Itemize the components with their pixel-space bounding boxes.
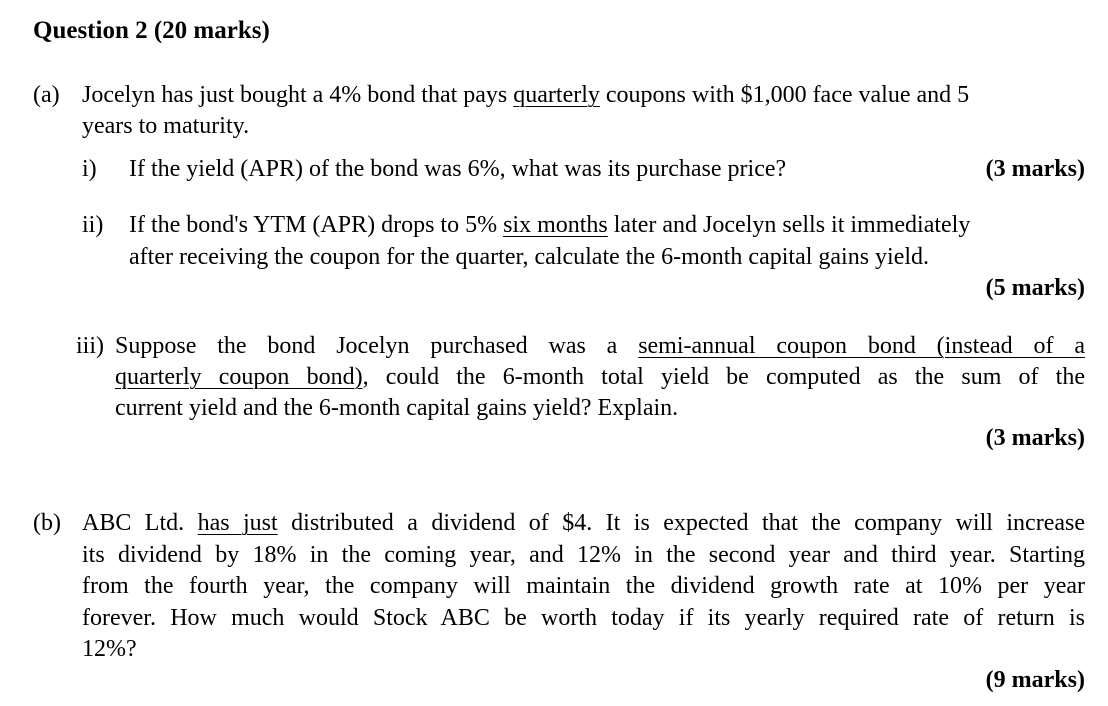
subpart-i-marks: (3 marks)	[985, 156, 1085, 182]
part-a-line-1-text-b: coupons with $1,000 face value and 5	[599, 82, 970, 108]
subpart-ii-line-1-text-b: later and Jocelyn sells it immediately	[607, 212, 971, 238]
part-b-line-3: from the fourth year, the company will maintain the dividend growth rate at 10% per year	[82, 573, 1085, 599]
subpart-i-text: If the yield (APR) of the bond was 6%, what was its purchase price?	[129, 156, 787, 182]
subpart-iii-line-2-text: , could the 6-month total yield be computed as the sum of the	[362, 364, 1085, 390]
subpart-i-label: i)	[82, 156, 97, 182]
underlined-semi-annual: semi-annual coupon bond (instead of a	[638, 333, 1085, 359]
subpart-ii-label: ii)	[82, 212, 104, 238]
subpart-ii-line-1-text-a: If the bond's YTM (APR) drops to 5%	[129, 212, 504, 238]
part-b-line-1-text-a: ABC Ltd.	[82, 510, 198, 536]
part-b-line-5: 12%?	[82, 636, 137, 662]
part-b-line-4: forever. How much would Stock ABC be worth today if its yearly required rate of return is	[82, 605, 1085, 631]
subpart-iii-line-3: current yield and the 6-month capital gains yield? Explain.	[115, 395, 679, 421]
subpart-ii-line-2: after receiving the coupon for the quarter, calculate the 6-month capital gains yield.	[129, 244, 930, 270]
part-a-line-1-text-a: Jocelyn has just bought a 4% bond that pays	[82, 82, 514, 108]
question-title: Question 2 (20 marks)	[33, 17, 270, 44]
part-b-line-2: its dividend by 18% in the coming year, and 12% in the second year and third year. Starting	[82, 542, 1085, 568]
underlined-quarterly-coupon-bond: quarterly coupon bond)	[115, 364, 363, 390]
part-a-line-2: years to maturity.	[82, 113, 250, 139]
subpart-ii-marks: (5 marks)	[985, 275, 1085, 301]
part-b-line-1-text-b: distributed a dividend of $4. It is expected that the company will increase	[277, 510, 1085, 536]
part-a-line-1	[82, 82, 969, 109]
part-b-label: (b)	[33, 510, 61, 536]
underlined-quarterly: quarterly	[513, 82, 600, 108]
part-b-marks: (9 marks)	[985, 667, 1085, 693]
underlined-has-just: has just	[197, 510, 278, 536]
subpart-iii-line-2	[115, 364, 1085, 391]
part-a-label: (a)	[33, 82, 60, 108]
subpart-iii-line-1-text: Suppose the bond Jocelyn purchased was a	[115, 333, 639, 359]
subpart-iii-label: iii)	[76, 333, 104, 359]
subpart-iii-marks: (3 marks)	[985, 425, 1085, 451]
part-b-line-1	[82, 510, 1085, 537]
subpart-ii-line-1	[129, 212, 970, 239]
subpart-iii-line-1	[115, 333, 1085, 360]
underlined-six-months: six months	[503, 212, 608, 238]
